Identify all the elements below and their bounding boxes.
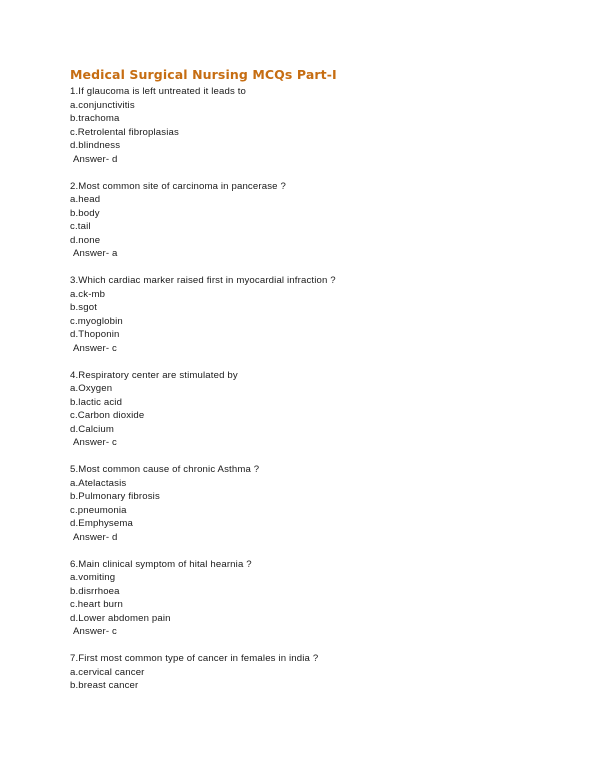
answer-key: Answer- d — [73, 531, 118, 543]
question-text: 1.If glaucoma is left untreated it leads to — [70, 86, 247, 97]
answer-option: a.Oxygen — [70, 383, 113, 394]
answer-option: b.body — [70, 207, 100, 219]
answer-option: d.Emphysema — [70, 518, 133, 529]
page-title: Medical Surgical Nursing MCQs Part-I — [70, 67, 337, 82]
answer-option: c.myoglobin — [70, 315, 123, 327]
question-block — [70, 558, 550, 639]
answer-option: b.disrrhoea — [70, 585, 120, 597]
answer-option: a.cervical cancer — [70, 666, 145, 678]
answer-option: a.Atelactasis — [70, 477, 127, 489]
question-block — [70, 274, 550, 355]
mcq-list — [70, 85, 550, 706]
question-block — [70, 369, 550, 450]
answer-option: a.conjunctivitis — [70, 99, 135, 111]
answer-option: a.vomiting — [70, 572, 116, 583]
answer-option: a.ck-mb — [70, 288, 106, 300]
question-block — [70, 180, 550, 261]
answer-option: b.lactic acid — [70, 396, 123, 408]
answer-key: Answer- d — [73, 153, 118, 165]
answer-option: c.heart burn — [70, 599, 123, 610]
answer-option: d.none — [70, 234, 101, 246]
answer-key: Answer- c — [73, 626, 117, 637]
question-text: 7.First most common type of cancer in females in india ? — [70, 653, 319, 664]
answer-option: d.Calcium — [70, 423, 115, 435]
answer-key: Answer- c — [73, 437, 117, 448]
question-block — [70, 463, 550, 544]
answer-option: c.Retrolental fibroplasias — [70, 126, 179, 138]
answer-key: Answer- a — [73, 248, 118, 259]
question-text: 6.Main clinical symptom of hital hearnia ? — [70, 558, 252, 570]
answer-option: b.breast cancer — [70, 680, 139, 691]
answer-option: a.head — [70, 194, 101, 205]
question-text: 3.Which cardiac marker raised first in myocardial infraction ? — [70, 275, 336, 286]
answer-option: c.tail — [70, 221, 91, 232]
question-text: 4.Respiratory center are stimulated by — [70, 369, 238, 381]
answer-option: b.trachoma — [70, 113, 120, 124]
answer-option: c.pneumonia — [70, 504, 127, 516]
answer-key: Answer- c — [73, 342, 117, 354]
answer-option: d.blindness — [70, 140, 121, 151]
answer-option: b.sgot — [70, 302, 98, 313]
question-block — [70, 85, 550, 166]
answer-option: c.Carbon dioxide — [70, 410, 145, 421]
question-text: 5.Most common cause of chronic Asthma ? — [70, 464, 260, 475]
answer-option: d.Lower abdomen pain — [70, 612, 171, 624]
answer-option: b.Pulmonary fibrosis — [70, 491, 160, 502]
answer-option: d.Thoponin — [70, 329, 120, 340]
question-text: 2.Most common site of carcinoma in pancerase ? — [70, 180, 286, 192]
question-block — [70, 652, 550, 693]
